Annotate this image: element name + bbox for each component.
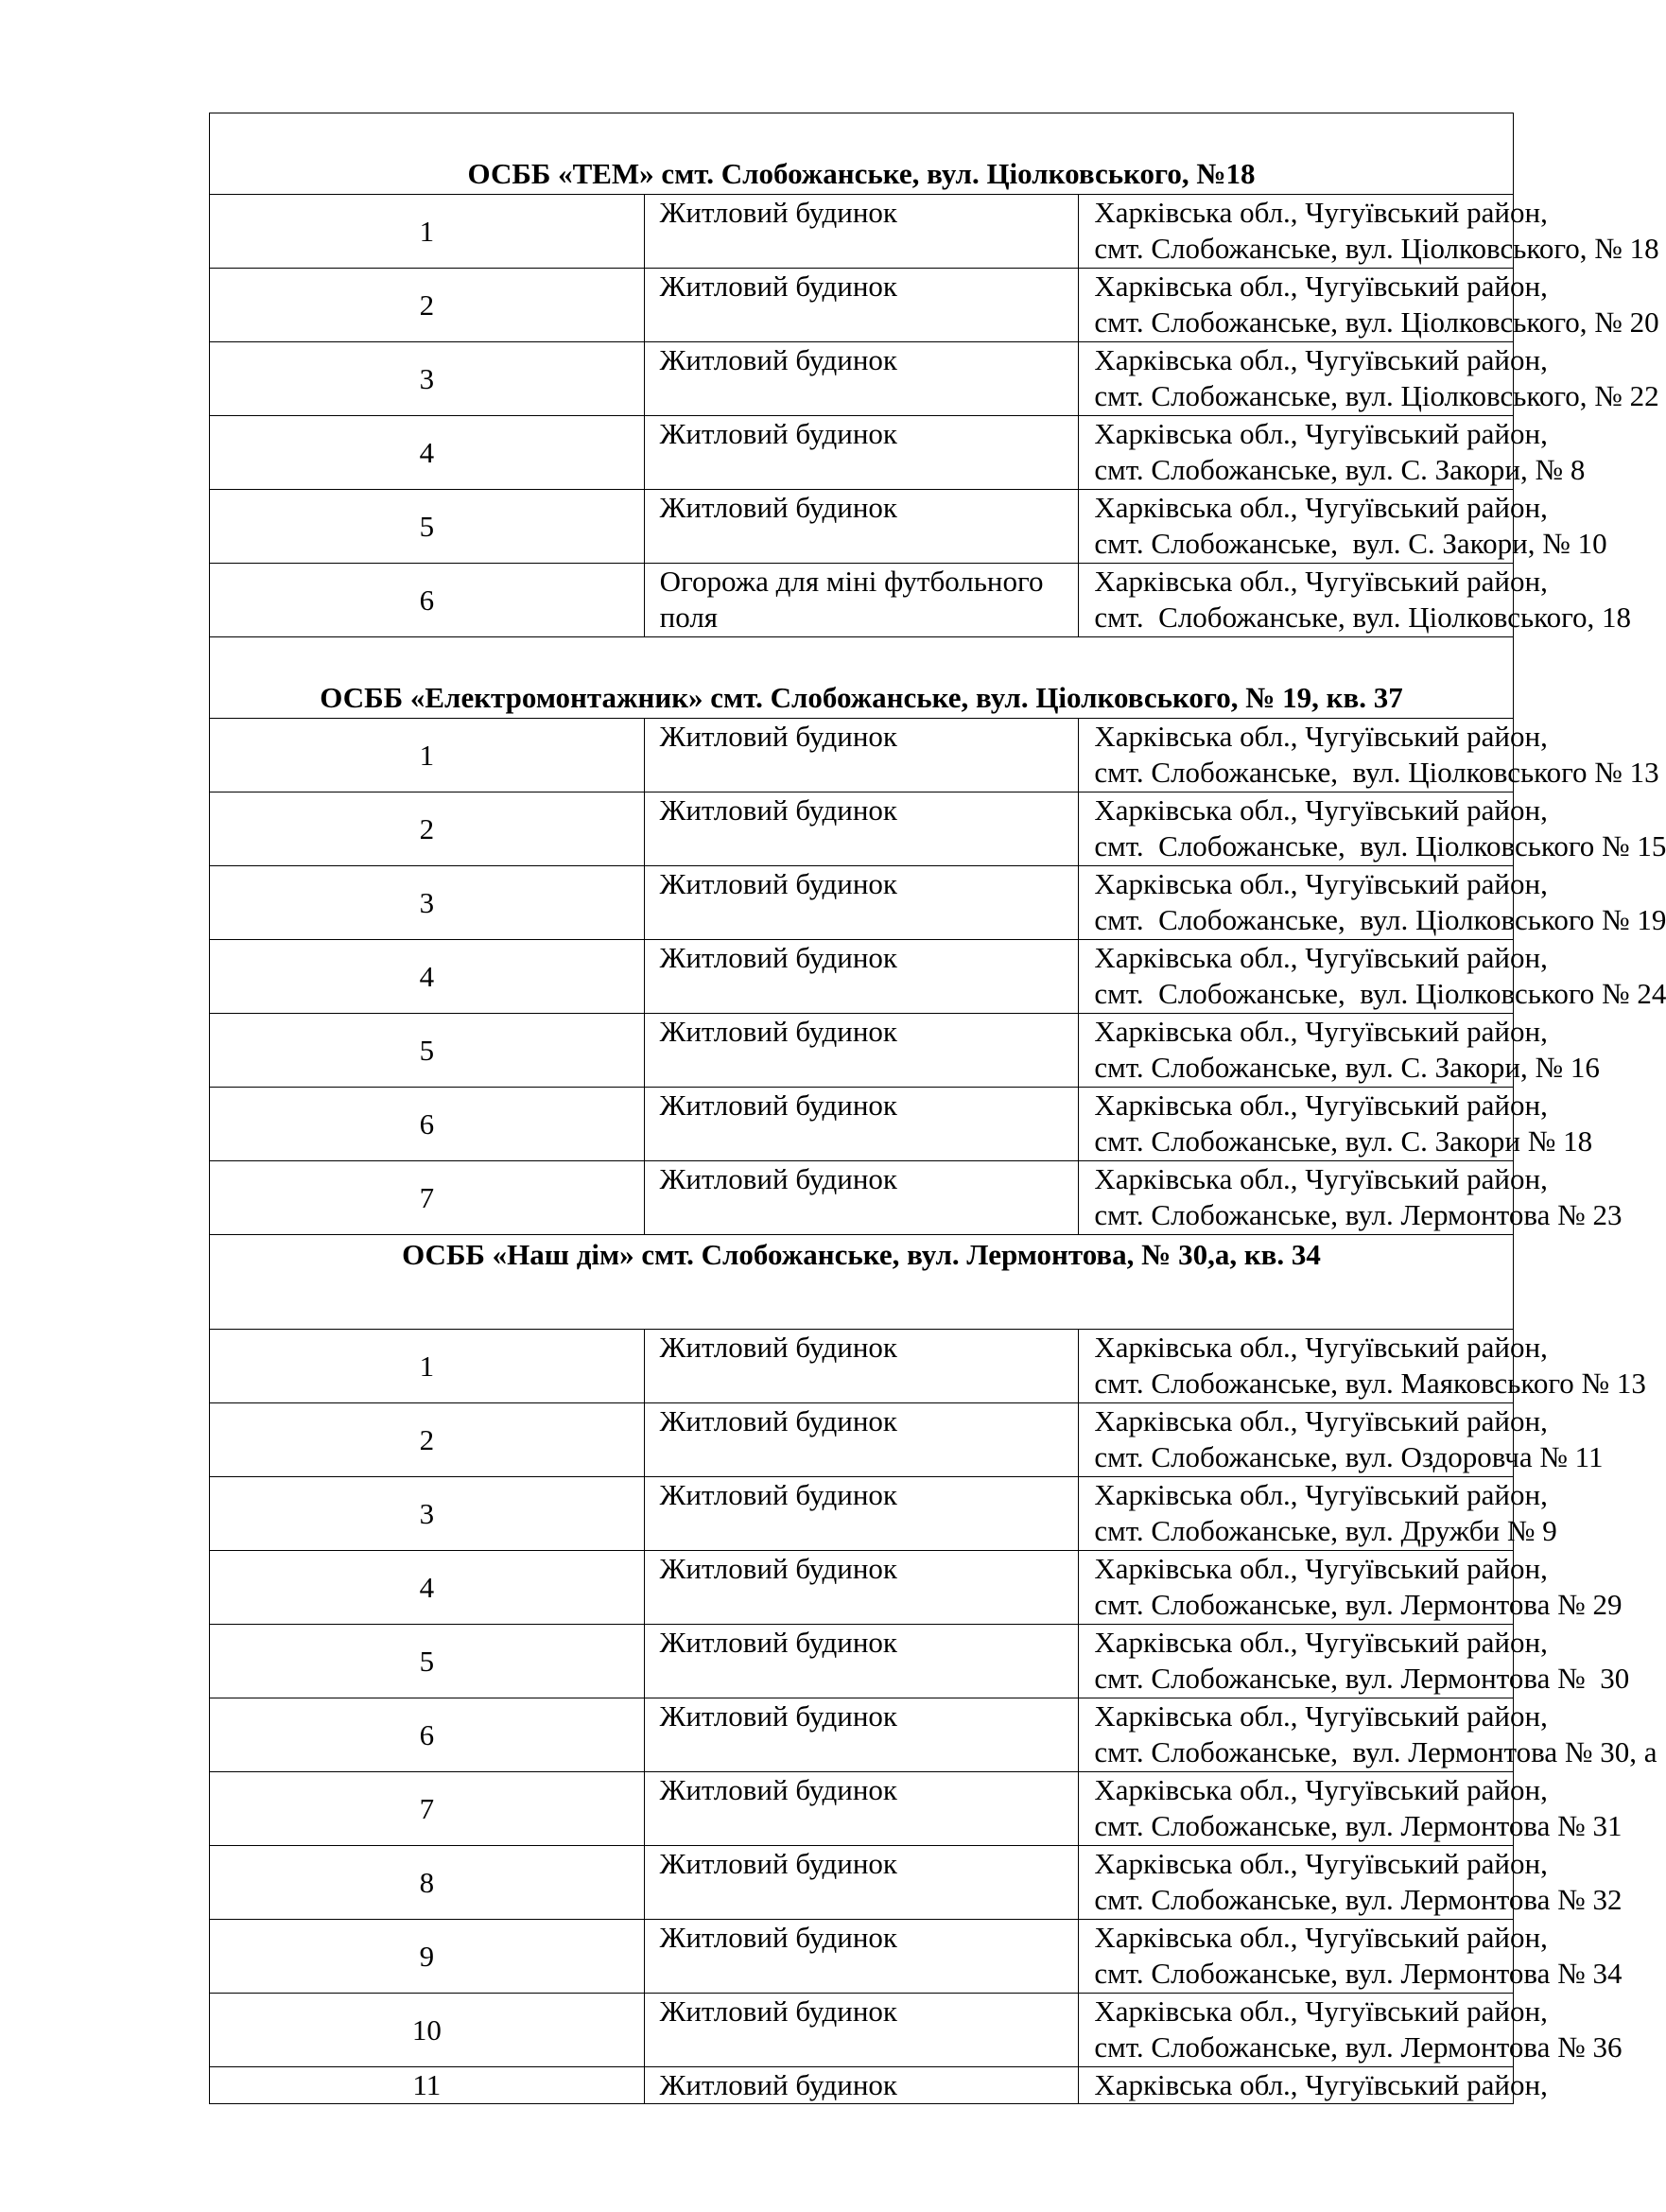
row-number: 5 bbox=[210, 1625, 645, 1698]
address-line-region: Харківська обл., Чугуївський район, bbox=[1094, 1089, 1548, 1122]
table-row bbox=[210, 792, 1514, 866]
address-line-street: смт. Слобожанське, вул. Ціолковського № 24 bbox=[1094, 977, 1666, 1010]
address-line-street: смт. Слобожанське, вул. Ціолковського № 19 bbox=[1094, 903, 1666, 936]
address-cell bbox=[1079, 416, 1586, 490]
row-number: 2 bbox=[210, 792, 645, 866]
address-cell bbox=[1079, 1330, 1646, 1403]
object-name: Житловий будинок bbox=[644, 792, 1079, 866]
address-line-region: Харківська обл., Чугуївський район, bbox=[1094, 1773, 1548, 1806]
table-row bbox=[210, 1551, 1514, 1625]
table-row bbox=[210, 1994, 1514, 2067]
address-line-street: смт. Слобожанське, вул. Дружби № 9 bbox=[1094, 1514, 1557, 1547]
table-row bbox=[210, 1088, 1514, 1161]
row-number: 5 bbox=[210, 490, 645, 564]
row-number: 2 bbox=[210, 1403, 645, 1477]
object-name: Житловий будинок bbox=[644, 1330, 1079, 1403]
address-line-street: смт. Слобожанське, вул. Оздоровча № 11 bbox=[1094, 1440, 1604, 1473]
address-line-region: Харківська обл., Чугуївський район, bbox=[1094, 1921, 1548, 1954]
address-line-region: Харківська обл., Чугуївський район, bbox=[1094, 1847, 1548, 1880]
row-number: 5 bbox=[210, 1014, 645, 1088]
address-line-street: смт. Слобожанське, вул. Ціолковського, № 22 bbox=[1094, 379, 1659, 412]
object-name: Огорожа для міні футбольного поля bbox=[644, 564, 1079, 637]
object-name: Житловий будинок bbox=[644, 1551, 1079, 1625]
object-name: Житловий будинок bbox=[644, 416, 1079, 490]
table-row bbox=[210, 1920, 1514, 1994]
object-name: Житловий будинок bbox=[644, 269, 1079, 342]
address-cell bbox=[1079, 1161, 1623, 1235]
address-line-region: Харківська обл., Чугуївський район, bbox=[1094, 793, 1548, 827]
object-name: Житловий будинок bbox=[644, 1477, 1079, 1551]
address-cell bbox=[1079, 342, 1659, 416]
address-cell bbox=[1079, 564, 1632, 637]
object-name: Житловий будинок bbox=[644, 719, 1079, 792]
row-number: 6 bbox=[210, 1698, 645, 1772]
table-row bbox=[210, 866, 1514, 940]
address-line-street: смт. Слобожанське, вул. Лермонтова № 30 bbox=[1094, 1662, 1630, 1695]
table-row bbox=[210, 1330, 1514, 1403]
address-line-region: Харківська обл., Чугуївський район, bbox=[1094, 1404, 1548, 1437]
row-number: 7 bbox=[210, 1161, 645, 1235]
row-number: 2 bbox=[210, 269, 645, 342]
address-line-region: Харківська обл., Чугуївський район, bbox=[1094, 720, 1548, 753]
address-cell bbox=[1079, 1846, 1623, 1920]
address-cell bbox=[1079, 1014, 1600, 1088]
address-cell bbox=[1079, 1551, 1623, 1625]
table-row bbox=[210, 269, 1514, 342]
row-number: 4 bbox=[210, 416, 645, 490]
table-row bbox=[210, 342, 1514, 416]
address-line-region: Харківська обл., Чугуївський район, bbox=[1094, 2068, 1548, 2101]
address-cell bbox=[1079, 940, 1666, 1014]
address-line-region: Харківська обл., Чугуївський район, bbox=[1094, 1994, 1548, 2028]
address-cell bbox=[1079, 1698, 1657, 1772]
table-row bbox=[210, 195, 1514, 269]
address-line-region: Харківська обл., Чугуївський район, bbox=[1094, 1015, 1548, 1048]
address-line-street: смт. Слобожанське, вул. Ціолковського № 15 bbox=[1094, 829, 1666, 862]
address-line-region: Харківська обл., Чугуївський район, bbox=[1094, 1699, 1548, 1733]
address-cell bbox=[1079, 1772, 1623, 1846]
object-name: Житловий будинок bbox=[644, 1698, 1079, 1772]
address-line-street: смт. Слобожанське, вул. Ціолковського № 13 bbox=[1094, 756, 1659, 789]
address-line-street: смт. Слобожанське, вул. Лермонтова № 31 bbox=[1094, 1809, 1623, 1842]
address-line-street: смт. Слобожанське, вул. Ціолковського, № 18 bbox=[1094, 232, 1659, 265]
table-row bbox=[210, 1846, 1514, 1920]
address-line-street: смт. Слобожанське, вул. Лермонтова № 29 bbox=[1094, 1588, 1623, 1621]
address-cell bbox=[1079, 269, 1659, 342]
address-line-region: Харківська обл., Чугуївський район, bbox=[1094, 565, 1548, 598]
address-line-street: смт. Слобожанське, вул. Лермонтова № 34 bbox=[1094, 1957, 1623, 1990]
table-row bbox=[210, 1477, 1514, 1551]
address-line-street: смт. Слобожанське, вул. С. Закори, № 16 bbox=[1094, 1051, 1600, 1084]
address-line-region: Харківська обл., Чугуївський район, bbox=[1094, 867, 1548, 900]
table-row bbox=[210, 416, 1514, 490]
section-header-row bbox=[210, 1235, 1514, 1330]
object-name: Житловий будинок bbox=[644, 866, 1079, 940]
address-cell bbox=[1079, 1625, 1630, 1698]
table-row bbox=[210, 1625, 1514, 1698]
address-line-street: смт. Слобожанське, вул. Лермонтова № 23 bbox=[1094, 1198, 1623, 1231]
row-number: 4 bbox=[210, 1551, 645, 1625]
address-line-street: смт. Слобожанське, вул. С. Закори, № 8 bbox=[1094, 453, 1586, 486]
table-row bbox=[210, 1772, 1514, 1846]
address-line-region: Харківська обл., Чугуївський район, bbox=[1094, 1552, 1548, 1585]
object-name: Житловий будинок bbox=[644, 490, 1079, 564]
row-number: 10 bbox=[210, 1994, 645, 2067]
address-line-street: смт. Слобожанське, вул. С. Закори № 18 bbox=[1094, 1124, 1593, 1158]
address-line-region: Харківська обл., Чугуївський район, bbox=[1094, 491, 1548, 524]
table-row bbox=[210, 1161, 1514, 1235]
object-name: Житловий будинок bbox=[644, 195, 1079, 269]
address-line-region: Харківська обл., Чугуївський район, bbox=[1094, 1162, 1548, 1195]
address-line-street: смт. Слобожанське, вул. Ціолковського, 18 bbox=[1094, 601, 1632, 634]
row-number: 1 bbox=[210, 1330, 645, 1403]
section-title: ОСББ «Наш дім» смт. Слобожанське, вул. Лермонтова, № 30,а, кв. 34 bbox=[210, 1235, 1514, 1330]
row-number: 6 bbox=[210, 564, 645, 637]
section-header-row bbox=[210, 637, 1514, 719]
row-number: 3 bbox=[210, 1477, 645, 1551]
object-name: Житловий будинок bbox=[644, 342, 1079, 416]
table-body bbox=[210, 113, 1666, 2104]
object-name: Житловий будинок bbox=[644, 1994, 1079, 2067]
table-row bbox=[210, 564, 1514, 637]
address-cell bbox=[1079, 1920, 1623, 1994]
address-line-street: смт. Слобожанське, вул. Лермонтова № 36 bbox=[1094, 2030, 1623, 2064]
address-cell bbox=[1079, 490, 1607, 564]
section-title: ОСББ «Електромонтажник» смт. Слобожанське, вул. Ціолковського, № 19, кв. 37 bbox=[210, 637, 1514, 719]
row-number: 4 bbox=[210, 940, 645, 1014]
address-line-street: смт. Слобожанське, вул. Лермонтова № 32 bbox=[1094, 1883, 1623, 1916]
address-line-region: Харківська обл., Чугуївський район, bbox=[1094, 1478, 1548, 1511]
address-line-street: смт. Слобожанське, вул. С. Закори, № 10 bbox=[1094, 527, 1607, 560]
address-line-region: Харківська обл., Чугуївський район, bbox=[1094, 1331, 1548, 1364]
address-cell bbox=[1079, 719, 1659, 792]
object-name: Житловий будинок bbox=[644, 1846, 1079, 1920]
object-name: Житловий будинок bbox=[644, 1014, 1079, 1088]
table-row bbox=[210, 1698, 1514, 1772]
table-row bbox=[210, 2067, 1514, 2104]
address-line-region: Харківська обл., Чугуївський район, bbox=[1094, 417, 1548, 450]
address-line-region: Харківська обл., Чугуївський район, bbox=[1094, 941, 1548, 974]
object-name: Житловий будинок bbox=[644, 2067, 1079, 2104]
object-name: Житловий будинок bbox=[644, 1161, 1079, 1235]
object-name: Житловий будинок bbox=[644, 1403, 1079, 1477]
buildings-table bbox=[209, 113, 1666, 2104]
row-number: 1 bbox=[210, 719, 645, 792]
row-number: 11 bbox=[210, 2067, 645, 2104]
address-line-street: смт. Слобожанське, вул. Ціолковського, № 20 bbox=[1094, 305, 1659, 339]
table-row bbox=[210, 1014, 1514, 1088]
address-line-region: Харківська обл., Чугуївський район, bbox=[1094, 1626, 1548, 1659]
address-cell bbox=[1079, 195, 1659, 269]
table-row bbox=[210, 490, 1514, 564]
table-row bbox=[210, 1403, 1514, 1477]
address-cell bbox=[1079, 1994, 1623, 2067]
object-name: Житловий будинок bbox=[644, 1772, 1079, 1846]
object-name: Житловий будинок bbox=[644, 1625, 1079, 1698]
row-number: 8 bbox=[210, 1846, 645, 1920]
address-cell bbox=[1079, 1477, 1557, 1551]
address-cell bbox=[1079, 1088, 1593, 1161]
address-cell bbox=[1079, 2067, 1548, 2104]
address-line-region: Харківська обл., Чугуївський район, bbox=[1094, 343, 1548, 376]
address-cell bbox=[1079, 866, 1666, 940]
address-line-street: смт. Слобожанське, вул. Маяковського № 13 bbox=[1094, 1367, 1646, 1400]
object-name: Житловий будинок bbox=[644, 1088, 1079, 1161]
object-name: Житловий будинок bbox=[644, 940, 1079, 1014]
section-title: ОСББ «ТЕМ» смт. Слобожанське, вул. Ціолковського, №18 bbox=[210, 113, 1514, 195]
address-line-region: Харківська обл., Чугуївський район, bbox=[1094, 196, 1548, 229]
table-row bbox=[210, 719, 1514, 792]
object-name: Житловий будинок bbox=[644, 1920, 1079, 1994]
address-cell bbox=[1079, 1403, 1604, 1477]
row-number: 1 bbox=[210, 195, 645, 269]
row-number: 6 bbox=[210, 1088, 645, 1161]
row-number: 3 bbox=[210, 866, 645, 940]
row-number: 3 bbox=[210, 342, 645, 416]
row-number: 9 bbox=[210, 1920, 645, 1994]
row-number: 7 bbox=[210, 1772, 645, 1846]
table-row bbox=[210, 940, 1514, 1014]
address-line-region: Харківська обл., Чугуївський район, bbox=[1094, 270, 1548, 303]
address-cell bbox=[1079, 792, 1666, 866]
address-line-street: смт. Слобожанське, вул. Лермонтова № 30, а bbox=[1094, 1735, 1657, 1768]
section-header-row bbox=[210, 113, 1514, 195]
